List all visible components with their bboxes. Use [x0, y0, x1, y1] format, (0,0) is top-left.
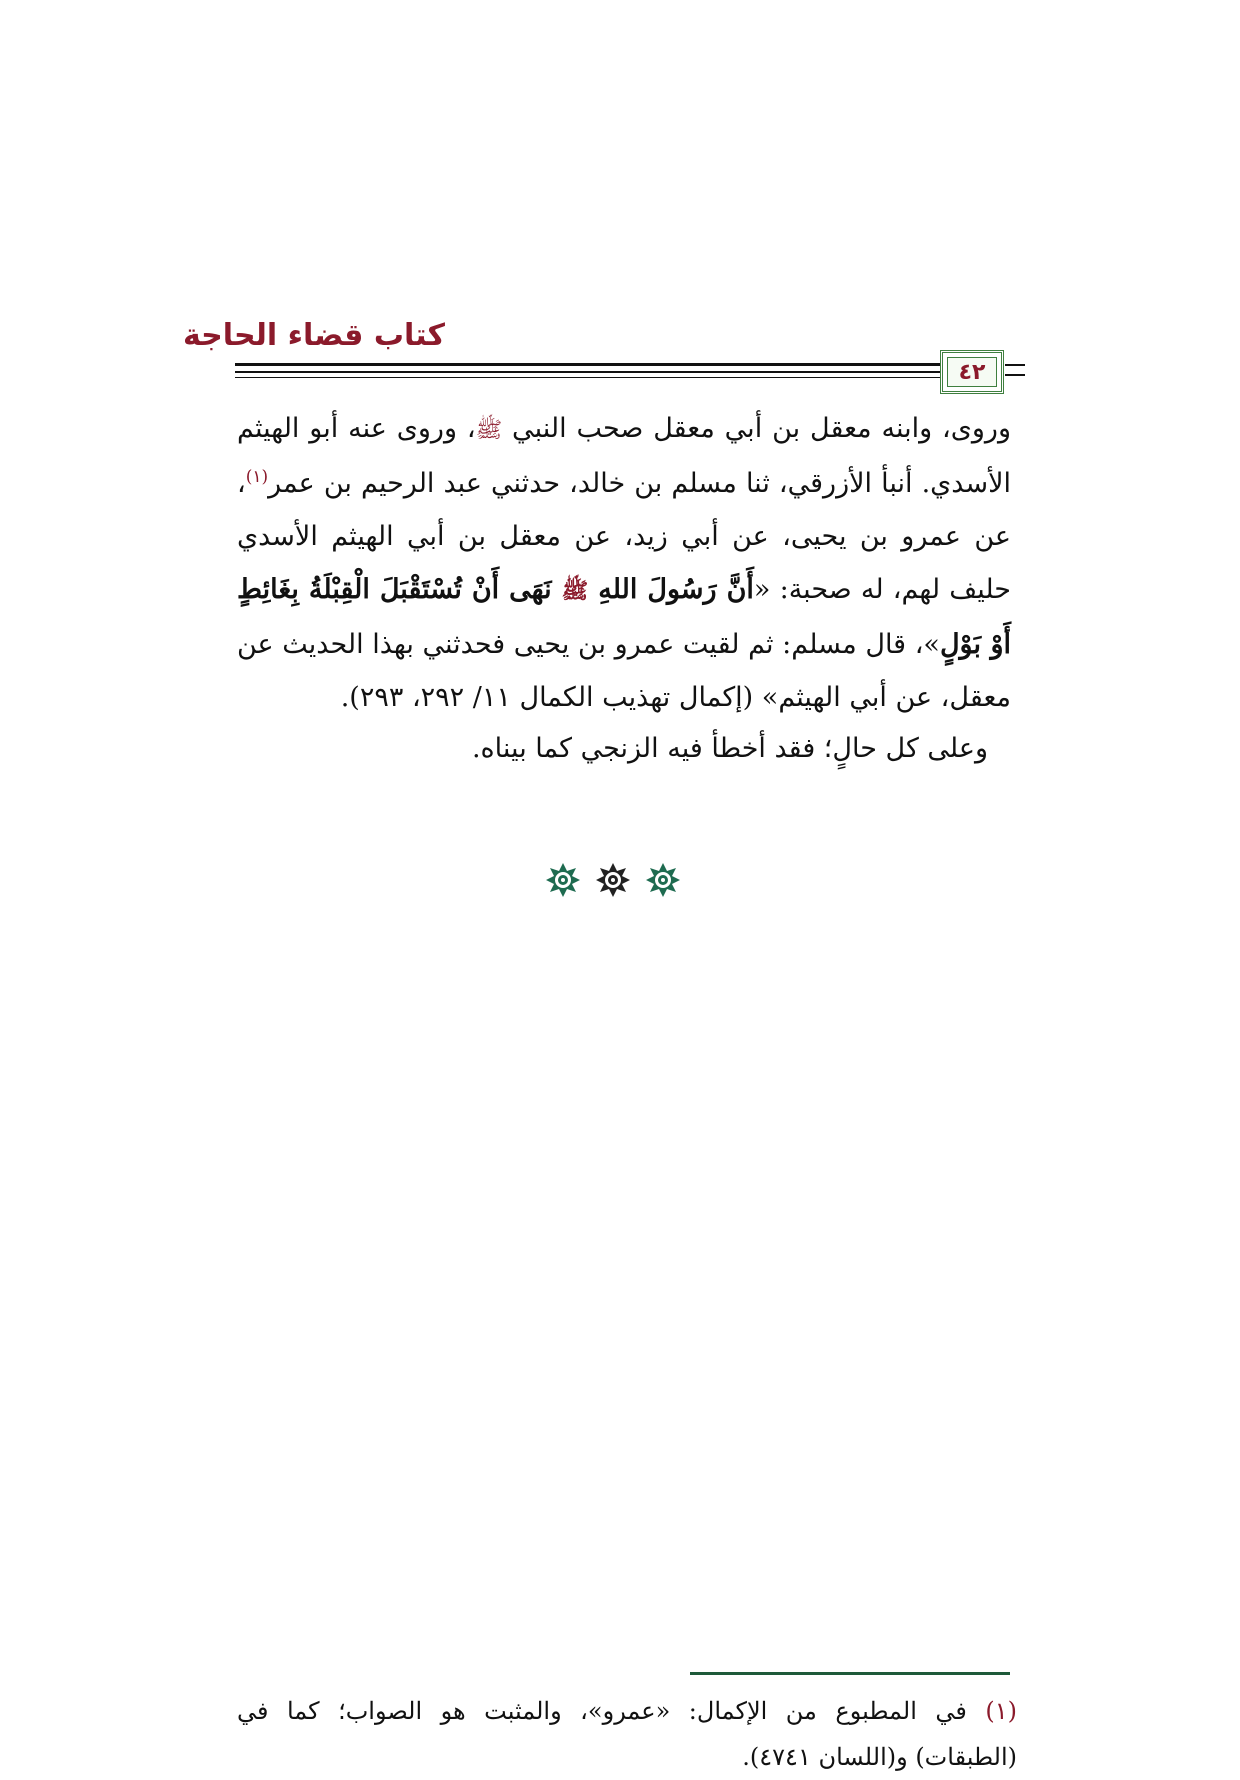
pbuh-glyph: ﷺ: [475, 418, 503, 443]
main-text: [237, 402, 1011, 724]
header-rule: [235, 371, 1000, 373]
closing-sentence: وعلى كل حالٍ؛ فقد أخطأ فيه الزنجي كما بيناه.: [471, 733, 988, 764]
header-rule: [1005, 374, 1025, 376]
page-number: ٤٢: [958, 359, 986, 385]
text-run: »، قال مسلم: ثم لقيت عمرو بن يحيى فحدثني بهذا الحديث عن معقل، عن أبي الهيثم» (إكمال تهذيب الكمال ١١/ ٢٩٢، ٢٩٣).: [237, 629, 1011, 713]
paragraph: [237, 402, 1011, 724]
flower-ornament-icon: [595, 862, 631, 898]
text-run: ، وروى عنه أبو الهيثم الأسدي. أنبأ الأزرقي، ثنا مسلم بن خالد، حدثني عبد الرحيم بن عمر: [237, 413, 1011, 499]
header-rule: [1005, 364, 1025, 366]
pbuh-glyph: ﷺ: [561, 578, 589, 604]
flower-ornament-icon: [545, 862, 581, 898]
footnote-number: (١): [985, 1697, 1017, 1725]
flower-ornament-icon: [645, 862, 681, 898]
book-title: كتاب قضاء الحاجة: [182, 318, 445, 353]
footnote-reference[interactable]: (١): [245, 467, 269, 487]
footnote: [237, 1688, 1017, 1780]
text-run: ، عن عمرو بن يحيى، عن أبي زيد، عن معقل بن أبي الهيثم الأسدي حليف لهم، له صحبة: «: [237, 468, 1011, 605]
header-rule: [235, 363, 1000, 366]
page-number-frame: [940, 350, 1004, 394]
text-run: وروى، وابنه معقل بن أبي معقل صحب النبي: [502, 413, 1011, 444]
footnote-separator: [690, 1672, 1010, 1675]
hadith-run: نَهَى أَنْ تُسْتَقْبَلَ الْقِبْلَةُ بِغَائِطٍ أَوْ بَوْلٍ: [237, 574, 1011, 660]
footnote-text: في المطبوع من الإكمال: «عمرو»، والمثبت هو الصواب؛ كما في (الطبقات) و(اللسان ٤٧٤١).: [237, 1697, 1017, 1771]
section-ornament: [545, 862, 681, 898]
hadith-run: أَنَّ رَسُولَ اللهِ: [588, 574, 754, 605]
header-rule: [235, 377, 1000, 378]
